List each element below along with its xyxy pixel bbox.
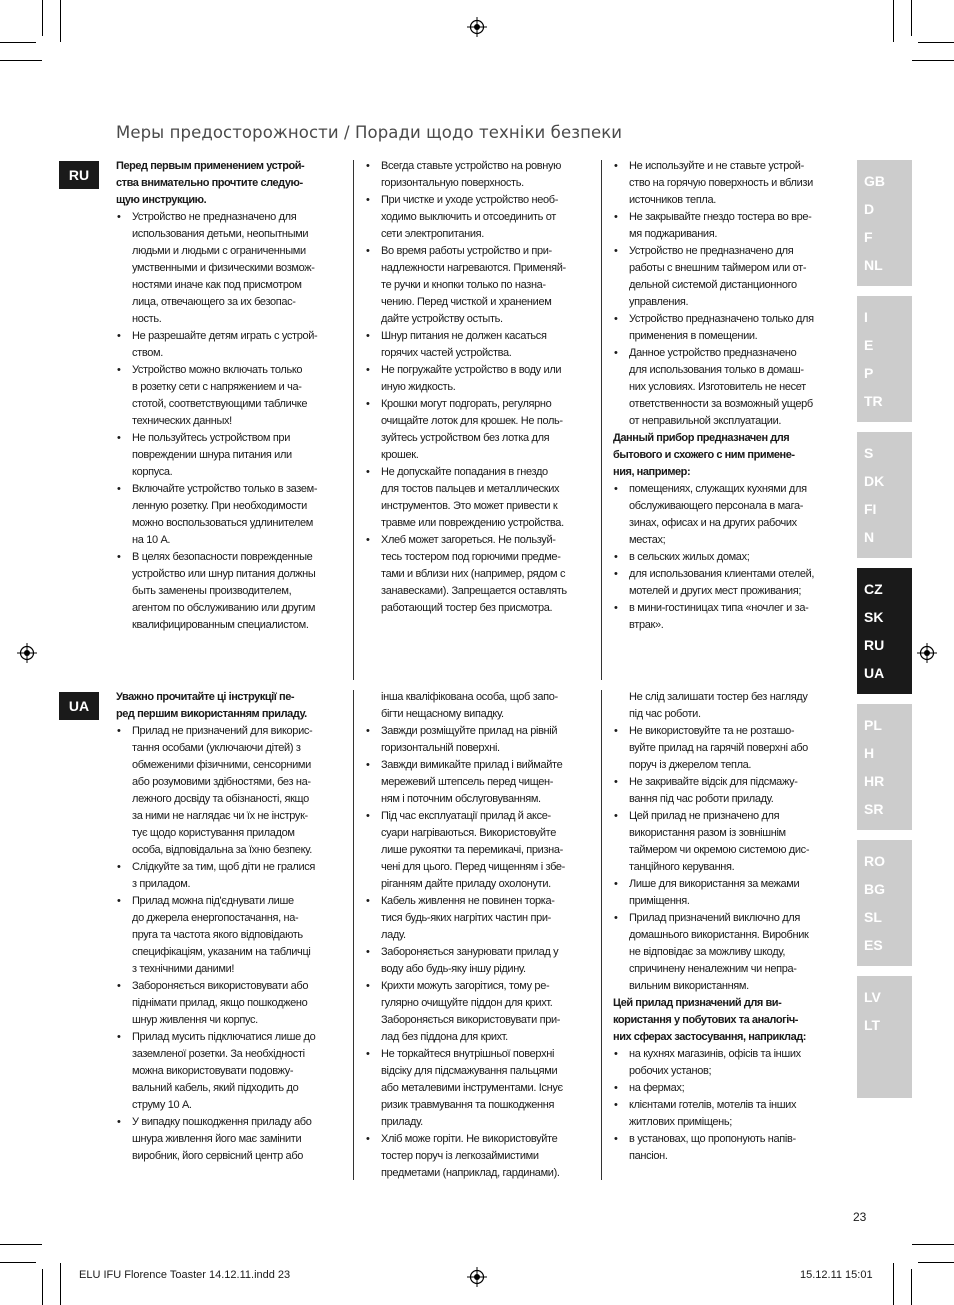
intro-heading: Цей прилад призначений для ви- користання у побутових та аналогіч- них сферах застосування, наприклад: xyxy=(613,997,806,1043)
list-item: • Не используйте и не ставьте устрой- ство на горячую поверхность и вблизи источников тепла. xyxy=(613,158,839,209)
crop-mark xyxy=(912,1244,954,1245)
list-item: • в сельских жилых домах; xyxy=(613,549,839,566)
list-item: • Всегда ставьте устройство на ровную горизонтальную поверхность. xyxy=(365,158,591,192)
sidebar-group xyxy=(857,296,912,422)
sidebar-group xyxy=(857,160,912,286)
column-divider xyxy=(601,690,602,1180)
crop-mark xyxy=(918,42,954,43)
list-item: • Крошки могут подгорать, регулярно очищайте лоток для крошек. Не поль- зуйтесь устройством без лотка для крошек. xyxy=(365,396,591,464)
sidebar-item-sk: SK xyxy=(864,609,884,625)
sidebar-item-d: D xyxy=(864,201,875,217)
crop-mark xyxy=(60,0,61,42)
list-item: • Лише для використання за межами приміщення. xyxy=(613,876,839,910)
bullet-list xyxy=(365,158,591,617)
bullet-list xyxy=(116,723,342,1165)
ru-column-2 xyxy=(365,158,591,617)
crop-mark xyxy=(893,1263,894,1305)
ru-column-1 xyxy=(116,158,342,634)
sidebar-item-e: E xyxy=(864,337,874,353)
column-divider xyxy=(601,160,602,680)
sidebar-item-cz: CZ xyxy=(864,581,883,597)
intro-heading: Данный прибор предназначен для бытового и схожего с ним примене- ния, например: xyxy=(613,432,795,478)
list-item: • в мини-гостиницах типа «ночлег и за- втрак». xyxy=(613,600,839,634)
crop-mark xyxy=(893,0,894,42)
list-item: • Прилад не призначений для викорис- тання особами (уключаючи дітей) з обмеженими фізичними, сенсорними або розумовими здібностями, без на- лежного досвіду та обізнаності, якщо за ними не наглядає чи їх не інструк- тує щодо користування приладом особа, відповідальна за їхню безпеку. xyxy=(116,723,342,859)
registration-mark-icon xyxy=(467,1267,487,1287)
sidebar-item-h: H xyxy=(864,745,875,761)
sidebar-item-sr: SR xyxy=(864,801,884,817)
sidebar-item-bg: BG xyxy=(864,881,885,897)
list-item: • Не використовуйте та не розташо- вуйте прилад на гарячій поверхні або поруч із джерелом тепла. xyxy=(613,723,839,774)
print-slug-date: 15.12.11 15:01 xyxy=(800,1269,873,1281)
crop-mark xyxy=(911,0,912,36)
list-item: • Устройство не предназначено для использования детьми, неопытными людьми и людьми с ограниченными умственными и физическими возмож- ностями иначе как под присмотром лица, отвечающего за их безопас- ность. xyxy=(116,209,342,328)
sidebar-item-es: ES xyxy=(864,937,883,953)
crop-mark xyxy=(0,1262,36,1263)
bullet-list xyxy=(613,689,839,995)
crop-mark xyxy=(918,1262,954,1263)
sidebar-item-f: F xyxy=(864,229,873,245)
crop-mark xyxy=(42,1269,43,1305)
page-title: Меры предосторожности / Поради щодо техніки безпеки xyxy=(116,123,623,142)
list-item: • Завжди вимикайте прилад і виймайте мережевий штепсель перед чищен- ням і поточним обслуговуванням. xyxy=(365,757,591,808)
list-item: • При чистке и уходе устройство необ- ходимо выключить и отсоединить от сети электропитания. xyxy=(365,192,591,243)
list-item: • Прилад мусить підключатися лише до заземленої розетки. За необхідності можна використовувати подовжу- вальний кабель, який підходить до струму 10 А. xyxy=(116,1029,342,1114)
sidebar-group xyxy=(857,976,912,1098)
bullet-list xyxy=(613,1046,839,1165)
list-item: • Не допускайте попадания в гнездо для тостов пальцев и металлических инструментов. Это может привести к травме или повреждению устройства. xyxy=(365,464,591,532)
list-item: • Крихти можуть загорітися, тому ре- гулярно очищуйте піддон для крихт. Забороняється використовувати при- лад без піддона для крихт. xyxy=(365,978,591,1046)
sidebar-group xyxy=(857,568,912,694)
list-item: • Устройство предназначено только для применения в помещении. xyxy=(613,311,839,345)
sidebar-item-tr: TR xyxy=(864,393,883,409)
list-item: • У випадку пошкодження приладу або шнура живлення його має замінити виробник, його сервісний центр або xyxy=(116,1114,342,1165)
ua-column-2 xyxy=(365,689,591,1182)
section-lang-tag-ru: RU xyxy=(59,161,99,189)
bullet-list xyxy=(116,209,342,634)
list-item: • Устройство не предназначено для работы с внешним таймером или от- дельной системой дистанционного управления. xyxy=(613,243,839,311)
intro-heading: Перед первым применением устрой- ства внимательно прочтите следую- щую инструкцию. xyxy=(116,160,305,206)
list-item: • Данное устройство предназначено для использования только в домаш- них условиях. Изготовитель не несет ответственности за возможный ущерб от неправильной эксплуатации. xyxy=(613,345,839,430)
list-item: • на кухнях магазинів, офісів та інших робочих установ; xyxy=(613,1046,839,1080)
crop-mark xyxy=(912,60,954,61)
list-item: • Забороняється використовувати або піднімати прилад, якщо пошкоджено шнур живлення чи корпус. xyxy=(116,978,342,1029)
registration-mark-icon xyxy=(467,17,487,37)
list-item: • помещениях, служащих кухнями для обслуживающего персонала в мага- зинах, офисах и на других рабочих местах; xyxy=(613,481,839,549)
sidebar-item-gb: GB xyxy=(864,173,885,189)
sidebar-item-s: S xyxy=(864,445,874,461)
list-item: Не слід залишати тостер без нагляду під час роботи. xyxy=(629,691,808,720)
sidebar-item-ua: UA xyxy=(864,665,885,681)
section-lang-tag-ua: UA xyxy=(59,692,99,720)
list-item: • Прилад призначений виключно для домашнього використання. Виробник не відповідає за можливу шкоду, спричинену неналежним чи непра- вильним використанням. xyxy=(613,910,839,995)
bullet-list xyxy=(613,481,839,634)
list-item: • в установах, що пропонують напів- пансіон. xyxy=(613,1131,839,1165)
sidebar-group xyxy=(857,840,912,966)
print-slug-filename: ELU IFU Florence Toaster 14.12.11.indd 23 xyxy=(79,1269,291,1281)
list-item: • Кабель живлення не повинен торка- тися будь-яких нагрітих частин при- ладу. xyxy=(365,893,591,944)
bullet-list xyxy=(365,689,591,1182)
list-item: • Не погружайте устройство в воду или иную жидкость. xyxy=(365,362,591,396)
list-item: • Прилад можна під'єднувати лише до джерела енергопостачання, на- пруга та частота якого відповідають специфікаціям, указаним на табличці з технічними даними! xyxy=(116,893,342,978)
crop-mark xyxy=(42,0,43,36)
sidebar-item-lv: LV xyxy=(864,989,881,1005)
sidebar-item-ro: RO xyxy=(864,853,885,869)
sidebar-item-lt: LT xyxy=(864,1017,881,1033)
crop-mark xyxy=(0,42,36,43)
list-item: • Включайте устройство только в зазем- ленную розетку. При необходимости можно воспользоваться удлинителем на 10 А. xyxy=(116,481,342,549)
ua-column-3 xyxy=(613,689,839,1165)
page-number: 23 xyxy=(853,1210,867,1224)
bullet-list xyxy=(613,158,839,430)
crop-mark xyxy=(911,1269,912,1305)
list-item: • Не пользуйтесь устройством при повреждении шнура питания или корпуса. xyxy=(116,430,342,481)
crop-mark xyxy=(0,1244,42,1245)
intro-heading: Уважно прочитайте ці інструкції пе- ред першим використанням приладу. xyxy=(116,691,307,720)
list-item: • Слідкуйте за тим, щоб діти не гралися з приладом. xyxy=(116,859,342,893)
column-divider xyxy=(353,160,354,680)
registration-mark-icon xyxy=(917,643,937,663)
list-item: • Хлеб может загореться. Не пользуй- тесь тостером под горючими предме- тами и вблизи них (например, рядом с занавесками). Запрещается оставлять работающий тостер без присмотра. xyxy=(365,532,591,617)
sidebar-item-i: I xyxy=(864,309,868,325)
list-item: інша кваліфікована особа, щоб запо- бігти нещасному випадку. xyxy=(381,691,558,720)
sidebar-item-n: N xyxy=(864,529,875,545)
registration-mark-icon xyxy=(17,643,37,663)
list-item: • Шнур питания не должен касаться горячих частей устройства. xyxy=(365,328,591,362)
list-item: • Під час експлуатації прилад й аксе- суари нагріваються. Використовуйте лише рукоятки та перемикачі, призна- чені для цього. Перед чищенням і збе- ріганням дайте приладу охолонути. xyxy=(365,808,591,893)
sidebar-group xyxy=(857,432,912,558)
crop-mark xyxy=(0,60,42,61)
sidebar-item-pl: PL xyxy=(864,717,882,733)
list-item: • Не торкайтеся внутрішньої поверхні відсіку для підсмажування пальцями або металевими інструментами. Існує ризик травмування та пошкодження приладу. xyxy=(365,1046,591,1131)
list-item: • Завжди розміщуйте прилад на рівній горизонтальній поверхні. xyxy=(365,723,591,757)
list-item: • Хліб може горіти. Не використовуйте тостер поруч із легкозаймистими предметами (наприклад, гардинами). xyxy=(365,1131,591,1182)
sidebar-item-hr: HR xyxy=(864,773,885,789)
list-item: • Устройство можно включать только в розетку сети с напряжением и ча- стотой, соответствующими табличке технических данных! xyxy=(116,362,342,430)
ru-column-3 xyxy=(613,158,839,634)
list-item: • В целях безопасности поврежденные устройство или шнур питания должны быть заменены производителем, агентом по обслуживанию или другим квалифицированным специалистом. xyxy=(116,549,342,634)
list-item: • для использования клиентами отелей, мотелей и других мест проживания; xyxy=(613,566,839,600)
list-item: • на фермах; xyxy=(613,1080,839,1097)
ua-column-1 xyxy=(116,689,342,1165)
sidebar-item-fi: FI xyxy=(864,501,877,517)
list-item: • Не разрешайте детям играть с устрой- ством. xyxy=(116,328,342,362)
sidebar-item-p: P xyxy=(864,365,874,381)
list-item: • Не закривайте відсік для підсмажу- вання під час роботи приладу. xyxy=(613,774,839,808)
column-divider xyxy=(353,690,354,1180)
list-item: • Цей прилад не призначено для використання разом із зовнішнім таймером чи окремою системою дис- танційного керування. xyxy=(613,808,839,876)
sidebar-item-sl: SL xyxy=(864,909,882,925)
crop-mark xyxy=(60,1263,61,1305)
list-item: • клієнтами готелів, мотелів та інших житлових приміщень; xyxy=(613,1097,839,1131)
sidebar-group xyxy=(857,704,912,830)
list-item: • Во время работы устройство и при- надлежности нагреваются. Применяй- те ручки и кнопки только по назна- чению. Перед чисткой и хранением дайте устройству остыть. xyxy=(365,243,591,328)
sidebar-item-ru: RU xyxy=(864,637,885,653)
sidebar-item-nl: NL xyxy=(864,257,883,273)
sidebar-item-dk: DK xyxy=(864,473,885,489)
list-item: • Не закрывайте гнездо тостера во вре- мя поджаривания. xyxy=(613,209,839,243)
list-item: • Забороняється занурювати прилад у воду або будь-яку іншу рідину. xyxy=(365,944,591,978)
